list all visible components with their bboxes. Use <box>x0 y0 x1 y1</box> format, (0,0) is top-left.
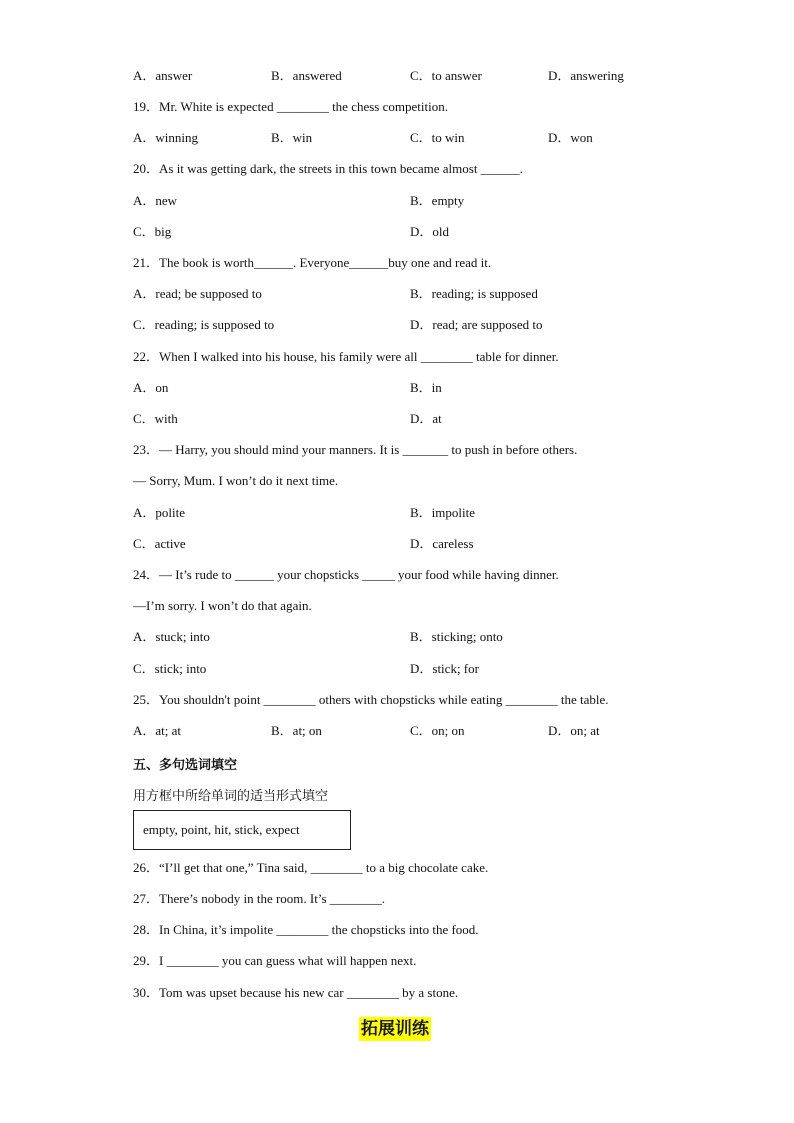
q19-option-d: D．won <box>548 130 593 145</box>
section-instruction: 用方框中所给单词的适当形式填空 <box>133 789 329 804</box>
fill-item-28: 28．In China, it’s impolite ________ the chopsticks into the food. <box>133 922 479 937</box>
q23-reply: — Sorry, Mum. I won’t do it next time. <box>133 473 339 488</box>
q23-stem: 23．— Harry, you should mind your manners. It is _______ to push in before others. <box>133 442 578 457</box>
q22-option-d: D．at <box>410 411 442 426</box>
q21-option-a: A．read; be supposed to <box>133 286 262 301</box>
q22-option-a: A．on <box>133 380 169 395</box>
q20-option-c: C．big <box>133 224 172 239</box>
q25-option-d: D．on; at <box>548 723 600 738</box>
q19-stem: 19．Mr. White is expected ________ the chess competition. <box>133 99 448 114</box>
q21-option-c: C．reading; is supposed to <box>133 317 275 332</box>
fill-item-29: 29．I ________ you can guess what will happen next. <box>133 953 417 968</box>
q24-option-d: D．stick; for <box>410 661 479 676</box>
fill-item-26: 26．“I’ll get that one,” Tina said, ________ to a big chocolate cake. <box>133 860 489 875</box>
q25-option-b: B．at; on <box>271 723 322 738</box>
q25-stem: 25．You shouldn't point ________ others with chopsticks while eating ________ the table. <box>133 692 609 707</box>
fill-item-30: 30．Tom was upset because his new car ________ by a stone. <box>133 985 459 1000</box>
word-box <box>133 810 351 850</box>
q20-stem: 20．As it was getting dark, the streets in this town became almost ______. <box>133 161 523 176</box>
q25-option-c: C．on; on <box>410 723 465 738</box>
q22-stem: 22．When I walked into his house, his family were all ________ table for dinner. <box>133 349 559 364</box>
q21-option-d: D．read; are supposed to <box>410 317 543 332</box>
q22-option-c: C．with <box>133 411 178 426</box>
word-box-text: empty, point, hit, stick, expect <box>143 822 300 837</box>
fill-item-27: 27．There’s nobody in the room. It’s ________. <box>133 891 386 906</box>
q18-option-a: A．answer <box>133 68 193 83</box>
q23-option-a: A．polite <box>133 505 185 520</box>
q18-option-b: B．answered <box>271 68 342 83</box>
q23-option-d: D．careless <box>410 536 474 551</box>
q21-option-b: B．reading; is supposed <box>410 286 538 301</box>
q25-option-a: A．at; at <box>133 723 182 738</box>
q23-option-b: B．impolite <box>410 505 476 520</box>
q24-option-b: B．sticking; onto <box>410 629 503 644</box>
q18-option-d: D．answering <box>548 68 624 83</box>
q20-option-b: B．empty <box>410 193 465 208</box>
q19-option-a: A．winning <box>133 130 199 145</box>
q24-stem: 24．— It’s rude to ______ your chopsticks _____ your food while having dinner. <box>133 567 559 582</box>
q24-reply: —I’m sorry. I won’t do that again. <box>133 598 312 613</box>
section-title: 五、多句选词填空 <box>133 758 238 773</box>
q24-option-a: A．stuck; into <box>133 629 210 644</box>
q21-stem: 21．The book is worth______. Everyone______buy one and read it. <box>133 255 492 270</box>
q24-option-c: C．stick; into <box>133 661 207 676</box>
extension-training-banner: 拓展训练 <box>361 1019 429 1039</box>
q20-option-d: D．old <box>410 224 450 239</box>
q22-option-b: B．in <box>410 380 442 395</box>
q19-option-b: B．win <box>271 130 313 145</box>
q23-option-c: C．active <box>133 536 186 551</box>
q20-option-a: A．new <box>133 193 178 208</box>
q19-option-c: C．to win <box>410 130 465 145</box>
q18-option-c: C．to answer <box>410 68 482 83</box>
